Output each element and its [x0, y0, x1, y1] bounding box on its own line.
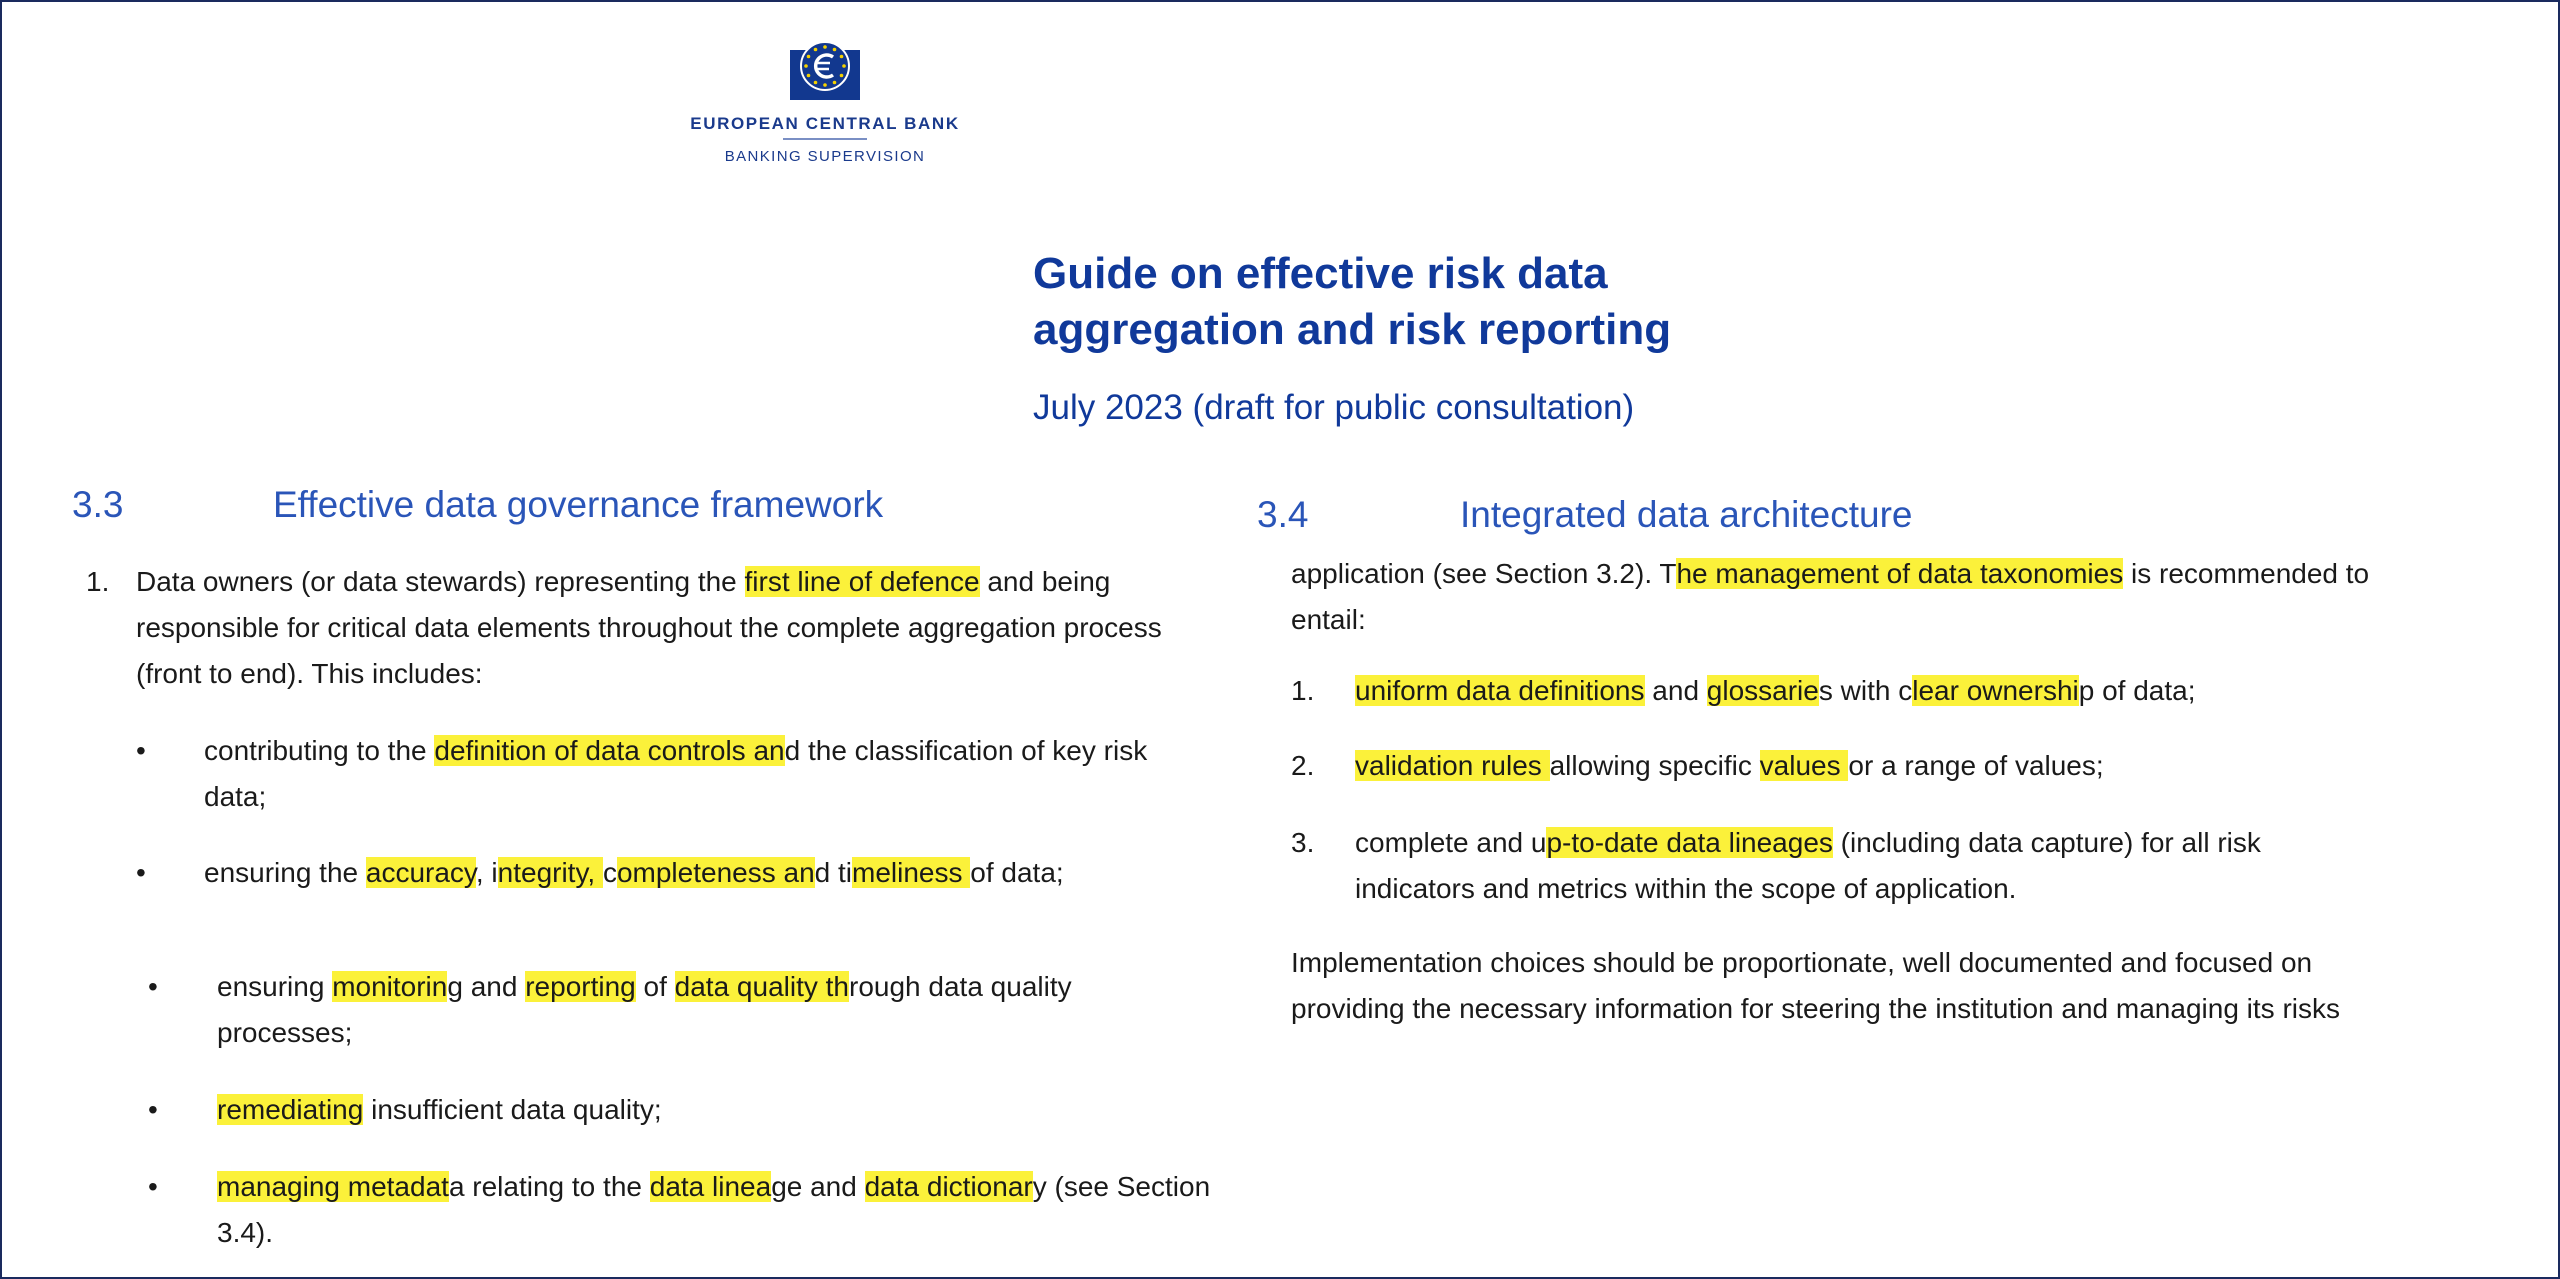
bullet-1-marker: •	[136, 735, 146, 766]
text-run: g and	[447, 971, 526, 1002]
bullet-5-marker: •	[148, 1171, 158, 1202]
left-section-number: 3.3	[72, 484, 124, 525]
text-run: and being responsible for critical data elements throughout the complete aggregation process (front to end). This includes:	[136, 566, 1162, 689]
text-run: y (see Section 3.4).	[217, 1171, 1211, 1248]
right-item3-text	[1355, 820, 2355, 912]
bullet-5-text	[217, 1164, 1217, 1256]
highlighted-text: ompleteness an	[616, 857, 815, 888]
highlighted-text: p-to-date data lineages	[1546, 827, 1833, 858]
left-item1-number: 1.	[86, 566, 110, 597]
logo-divider	[783, 138, 867, 140]
text-run: or a range of values;	[1848, 750, 2104, 781]
text-run: (including data capture) for all risk indicators and metrics within the scope of application.	[1355, 827, 2261, 904]
text-run: complete and u	[1355, 827, 1547, 858]
right-closing-text	[1291, 940, 2421, 1032]
bullet-3-marker: •	[148, 971, 158, 1002]
document-subtitle: July 2023 (draft for public consultation)	[1033, 388, 1635, 427]
text-run: d ti	[814, 857, 852, 888]
right-item1-text	[1355, 668, 2455, 714]
highlighted-text: uniform data definitions	[1355, 675, 1645, 706]
highlighted-text: accuracy	[365, 857, 476, 888]
text-run: contributing to the	[204, 735, 435, 766]
document-title	[1033, 246, 1833, 358]
text-run: rough data quality processes;	[217, 971, 1072, 1048]
highlighted-text: ntegrity,	[497, 857, 603, 888]
right-item2-text	[1355, 743, 2455, 789]
highlighted-text: data dictionar	[864, 1171, 1033, 1202]
right-item2-number: 2.	[1291, 750, 1315, 781]
text-run: Data owners (or data stewards) representing the	[136, 566, 745, 597]
text-run: application (see Section 3.2). T	[1291, 558, 1677, 589]
text-run: p of data;	[2078, 675, 2196, 706]
text-run: ensuring the	[204, 857, 366, 888]
text-run: Implementation choices should be proportionate, well documented and focused on providing the necessary information for steering the institution and managing its risks	[1291, 947, 2340, 1024]
bullet-2-text	[204, 850, 1204, 896]
text-run: and	[1644, 675, 1707, 706]
text-run: ensuring	[217, 971, 333, 1002]
highlighted-text: values	[1759, 750, 1849, 781]
bullet-4-text	[217, 1087, 1207, 1133]
highlighted-text: remediating	[217, 1094, 364, 1125]
highlighted-text: managing metadat	[217, 1171, 449, 1202]
right-intro-text	[1291, 551, 2451, 643]
document-title-line2: aggregation and risk reporting	[1033, 305, 1672, 354]
highlighted-text: meliness	[852, 857, 971, 888]
highlighted-text: validation rules	[1355, 750, 1550, 781]
text-run: of	[635, 971, 675, 1002]
bullet-2-marker: •	[136, 857, 146, 888]
right-item1-number: 1.	[1291, 675, 1315, 706]
right-section-title: Integrated data architecture	[1460, 494, 1913, 535]
text-run: is recommended to entail:	[1291, 558, 2370, 635]
euro-emblem-icon	[790, 38, 860, 100]
highlighted-text: he management of data taxonomies	[1676, 558, 2124, 589]
highlighted-text: reporting	[525, 971, 636, 1002]
text-run: s with c	[1818, 675, 1913, 706]
highlighted-text: lear ownershi	[1912, 675, 2079, 706]
bullet-3-text	[217, 964, 1207, 1056]
document-title-line1: Guide on effective risk data	[1033, 249, 1608, 298]
highlighted-text: glossarie	[1706, 675, 1819, 706]
text-run: allowing specific	[1549, 750, 1760, 781]
highlighted-text: definition of data controls an	[434, 735, 785, 766]
left-section-title: Effective data governance framework	[273, 484, 884, 525]
bullet-1-text	[204, 728, 1204, 820]
text-run: c	[602, 857, 617, 888]
text-run: , i	[475, 857, 498, 888]
right-section-number: 3.4	[1257, 494, 1309, 535]
right-item3-number: 3.	[1291, 827, 1315, 858]
text-run: ge and	[771, 1171, 865, 1202]
text-run: insufficient data quality;	[363, 1094, 662, 1125]
text-run: of data;	[970, 857, 1064, 888]
highlighted-text: data linea	[649, 1171, 772, 1202]
logo-bank-name: EUROPEAN CENTRAL BANK	[690, 114, 960, 133]
left-item1-text	[136, 559, 1206, 697]
highlighted-text: first line of defence	[744, 566, 980, 597]
highlighted-text: data quality th	[674, 971, 849, 1002]
text-run: a relating to the	[448, 1171, 650, 1202]
highlighted-text: monitorin	[332, 971, 448, 1002]
logo-supervision: BANKING SUPERVISION	[724, 148, 926, 165]
text-run: d the classification of key risk data;	[204, 735, 1148, 812]
bullet-4-marker: •	[148, 1094, 158, 1125]
